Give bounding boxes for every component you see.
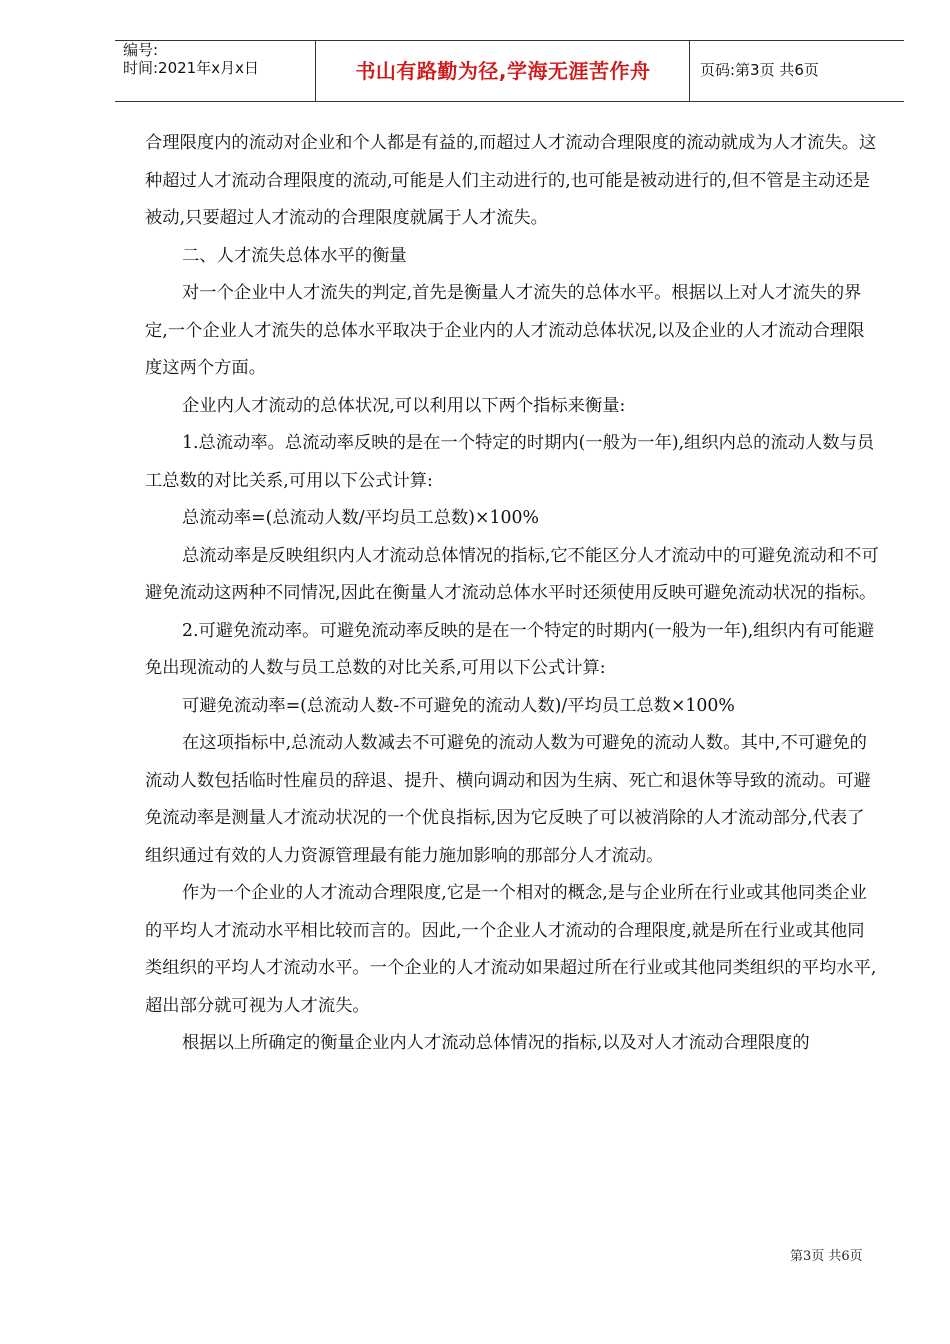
header-page-number: 页码:第3页 共6页 — [700, 61, 819, 79]
document-body — [145, 125, 880, 1063]
formula: 总流动率=(总流动人数/平均员工总数)×100% — [182, 508, 539, 528]
section-heading: 二、人才流失总体水平的衡量 — [182, 245, 407, 266]
document-date: 时间:2021年x月x日 — [123, 59, 259, 77]
paragraph: 根据以上所确定的衡量企业内人才流动总体情况的指标,以及对人才流动合理限度的 — [182, 1033, 810, 1053]
header-info-cell — [115, 41, 316, 101]
paragraph: 作为一个企业的人才流动合理限度,它是一个相对的概念,是与企业所在行业或其他同类企业的平均人才流动水平相比较而言的。因此,一个企业人才流动的合理限度,就是所在行业或其他同类组织的平均人才流动水平。一个企业的人才流动如果超过所在行业或其他同类组织的平均水平,超出部分就可视为人才流失。 — [145, 883, 877, 1016]
header-motto: 书山有路勤为径,学海无涯苦作舟 — [355, 59, 651, 83]
paragraph: 合理限度内的流动对企业和个人都是有益的,而超过人才流动合理限度的流动就成为人才流失。这种超过人才流动合理限度的流动,可能是人们主动进行的,也可能是被动进行的,但不管是主动还是被动,只要超过人才流动的合理限度就属于人才流失。 — [145, 133, 877, 228]
paragraph: 企业内人才流动的总体状况,可以利用以下两个指标来衡量: — [182, 395, 626, 416]
paragraph: 1.总流动率。总流动率反映的是在一个特定的时期内(一般为一年),组织内总的流动人数与员工总数的对比关系,可用以下公式计算: — [145, 433, 875, 491]
paragraph: 对一个企业中人才流失的判定,首先是衡量人才流失的总体水平。根据以上对人才流失的界定,一个企业人才流失的总体水平取决于企业内的人才流动总体状况,以及企业的人才流动合理限度这两个方面。 — [145, 283, 865, 378]
header-motto-cell — [316, 41, 690, 101]
paragraph: 总流动率是反映组织内人才流动总体情况的指标,它不能区分人才流动中的可避免流动和不可避免流动这两种不同情况,因此在衡量人才流动总体水平时还须使用反映可避免流动状况的指标。 — [145, 545, 879, 603]
document-number: 编号: — [123, 41, 159, 59]
paragraph: 在这项指标中,总流动人数减去不可避免的流动人数为可避免的流动人数。其中,不可避免的流动人数包括临时性雇员的辞退、提升、横向调动和因为生病、死亡和退休等导致的流动。可避免流动率是测量人才流动状况的一个优良指标,因为它反映了可以被消除的人才流动部分,代表了组织通过有效的人力资源管理最有能力施加影响的那部分人才流动。 — [145, 733, 871, 866]
paragraph: 2.可避免流动率。可避免流动率反映的是在一个特定的时期内(一般为一年),组织内有可能避免出现流动的人数与员工总数的对比关系,可用以下公式计算: — [145, 620, 875, 678]
header-page-cell — [690, 41, 904, 101]
page-header — [115, 40, 904, 102]
page-footer-number: 第3页 共6页 — [790, 1249, 863, 1264]
formula: 可避免流动率=(总流动人数-不可避免的流动人数)/平均员工总数×100% — [182, 695, 735, 716]
